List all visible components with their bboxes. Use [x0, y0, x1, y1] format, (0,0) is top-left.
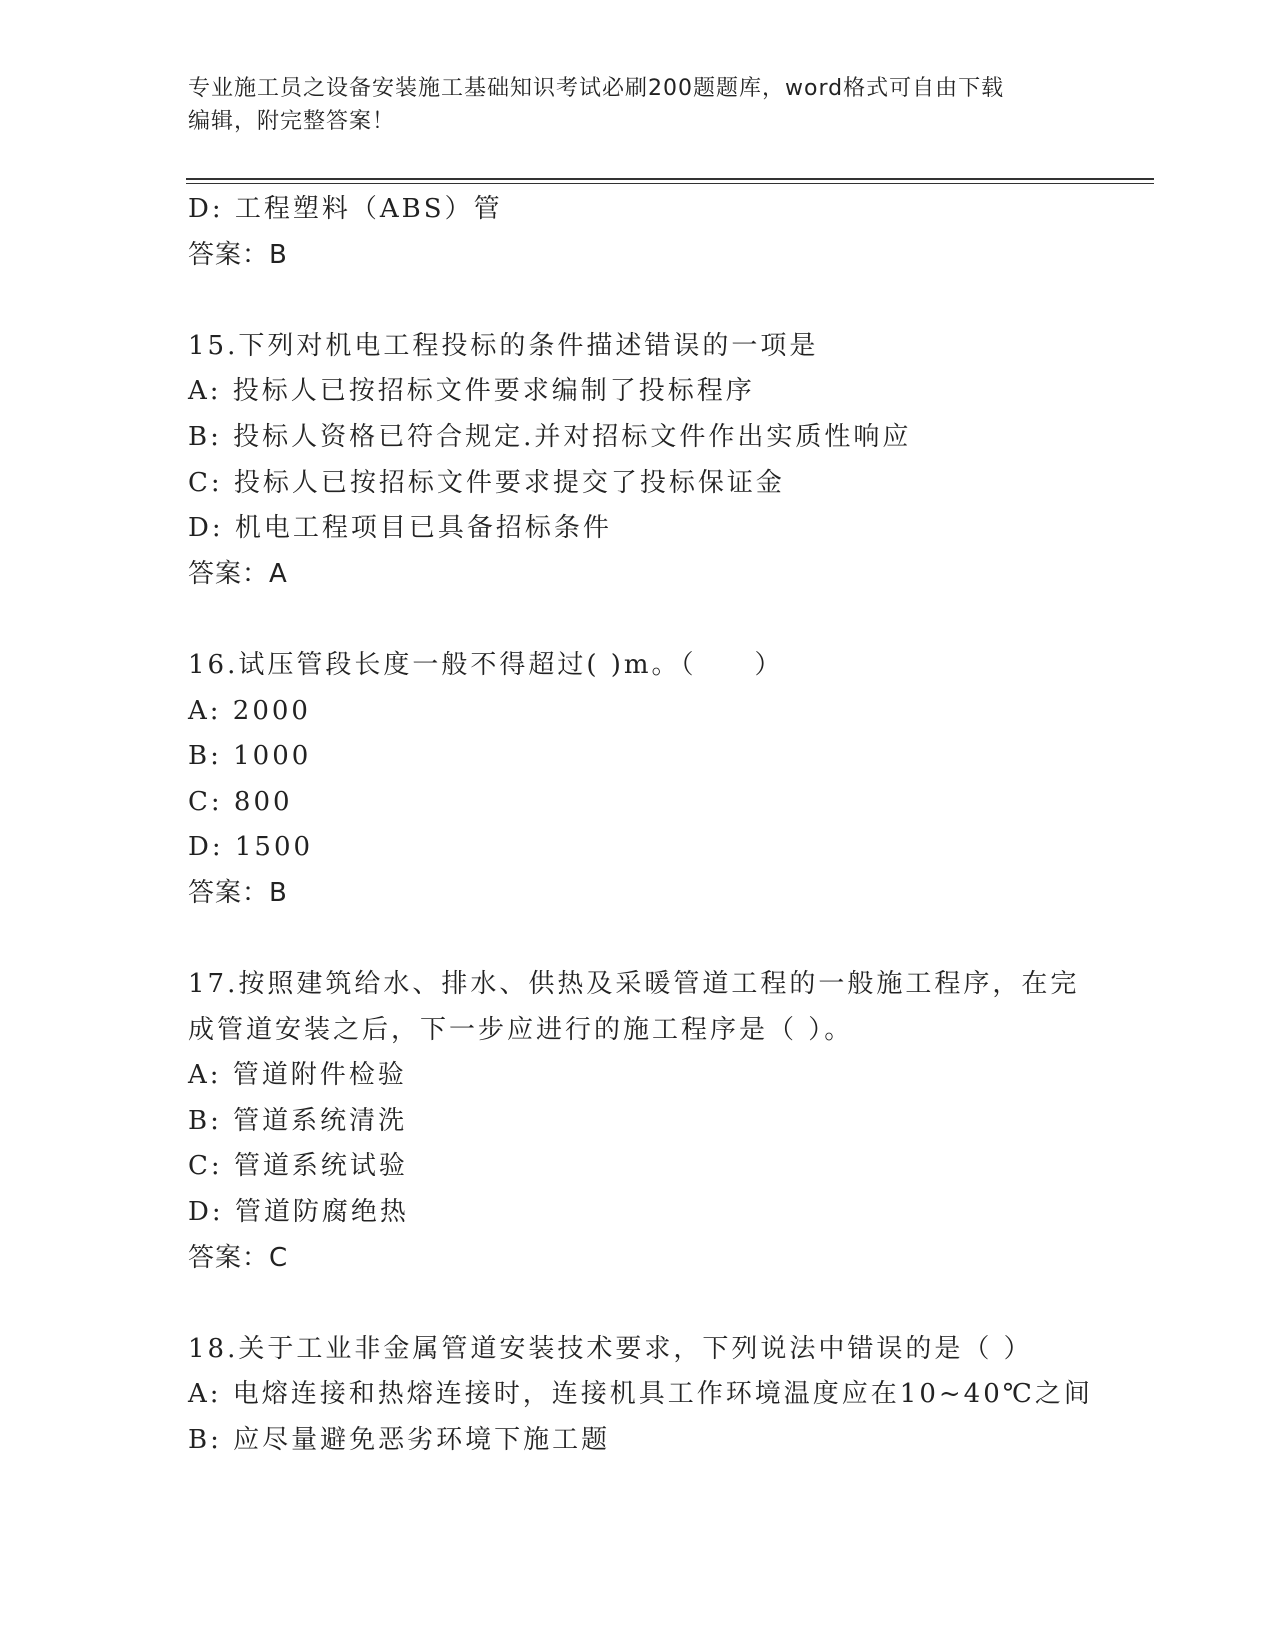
document-body: [188, 187, 1093, 1464]
option-b: B: 应尽量避免恶劣环境下施工题: [188, 1425, 611, 1456]
question-15: [188, 324, 1088, 598]
question-stem-line-2: 成管道安装之后，下一步应进行的施工程序是（ ）。: [188, 1014, 854, 1045]
option-a: A: 电熔连接和热熔连接时，连接机具工作环境温度应在10~40℃之间: [188, 1379, 1093, 1410]
header-divider-thin: [186, 183, 1154, 184]
spacer: [188, 917, 1088, 963]
option-c: C: 管道系统试验: [188, 1151, 408, 1182]
answer-line: 答案：B: [188, 239, 288, 270]
question-17: [188, 962, 1088, 1281]
question-14-tail: [188, 187, 1088, 278]
spacer: [188, 1281, 1088, 1327]
answer-line: 答案：B: [188, 877, 288, 908]
spacer: [188, 597, 1088, 643]
answer-line: 答案：A: [188, 558, 288, 589]
option-d: D: 管道防腐绝热: [188, 1197, 409, 1228]
option-c: C: 投标人已按招标文件要求提交了投标保证金: [188, 467, 785, 498]
question-stem: 18.关于工业非金属管道安装技术要求，下列说法中错误的是（ ）: [188, 1333, 1033, 1364]
option-b: B: 管道系统清洗: [188, 1105, 408, 1136]
spacer: [188, 278, 1088, 324]
option-a: A: 投标人已按招标文件要求编制了投标程序: [188, 376, 755, 407]
question-stem: 15.下列对机电工程投标的条件描述错误的一项是: [188, 330, 819, 361]
option-b: B: 投标人资格已符合规定.并对招标文件作出实质性响应: [188, 421, 912, 452]
option-d: D: 机电工程项目已具备招标条件: [188, 513, 612, 544]
header-title-line-1: 专业施工员之设备安装施工基础知识考试必刷200题题库，word格式可自由下载: [188, 76, 1005, 101]
answer-line: 答案：C: [188, 1242, 289, 1273]
page-header: [188, 72, 1068, 138]
option-a: A: 管道附件检验: [188, 1060, 407, 1091]
option-b: B: 1000: [188, 741, 312, 772]
header-title-line-2: 编辑，附完整答案！: [188, 109, 396, 134]
option-d: D: 工程塑料（ABS）管: [188, 194, 503, 224]
question-18: [188, 1327, 1093, 1464]
option-a: A: 2000: [188, 695, 311, 726]
option-d: D: 1500: [188, 832, 314, 863]
question-16: [188, 643, 1088, 917]
question-stem-line-1: 17.按照建筑给水、排水、供热及采暖管道工程的一般施工程序，在完: [188, 969, 1080, 1000]
question-stem: 16.试压管段长度一般不得超过( )m。（ ）: [188, 649, 784, 680]
option-c: C: 800: [188, 786, 293, 817]
header-divider-thick: [186, 178, 1154, 180]
